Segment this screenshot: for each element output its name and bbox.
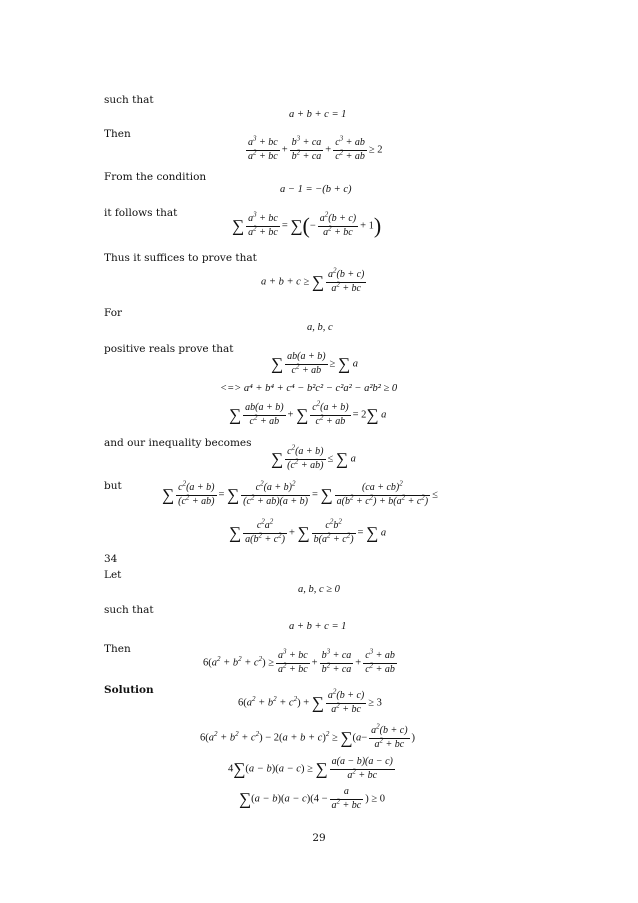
text-for: For bbox=[104, 307, 123, 319]
page-number: 29 bbox=[312, 832, 326, 844]
equation-13: a, b, c ≥ 0 bbox=[298, 584, 340, 595]
text-then-1: Then bbox=[104, 128, 131, 140]
text-solution: Solution bbox=[104, 684, 154, 696]
equation-17: $6(a^2 + b^2 + c^2) - 2(a + b + c)^2 \ge \sum(a-$ $\frac{a^2(b + c)}{a^2 + bc}$ ) bbox=[200, 722, 416, 750]
equation-9: ∑ $\frac{ab(a + b)}{c^2 + ab}$ + ∑ $\frac{c^2(a + b)}{c^2 + ab}$ = 2∑ a bbox=[229, 399, 387, 427]
text-from-condition: From the condition bbox=[104, 171, 207, 183]
equation-8: <=> a⁴ + b⁴ + c⁴ − b²c² − c²a² − a²b² ≥ 0 bbox=[220, 383, 398, 394]
equation-12: ∑ $\frac{c^2a^2}{a(b^2 + c^2)}$ + ∑ $\frac{c^2b^2}{b(a^2 + c^2)}$ = ∑ a bbox=[229, 517, 387, 545]
text-let: Let bbox=[104, 569, 122, 581]
equation-1: a + b + c = 1 bbox=[289, 109, 347, 120]
equation-3: a − 1 = −(b + c) bbox=[280, 184, 352, 195]
equation-10: ∑ $\frac{c^2(a + b)}{(c^2 + ab)}$ ≤ ∑ a bbox=[271, 443, 356, 471]
equation-18: 4∑(a − b)(a − c) ≥ ∑ $\frac{a(a - b)(a - c)}{a^2 + bc}$ bbox=[228, 756, 393, 781]
equation-6: a, b, c bbox=[307, 322, 333, 333]
text-and-our: and our inequality becomes bbox=[104, 437, 252, 449]
equation-14: a + b + c = 1 bbox=[289, 621, 347, 632]
text-it-follows: it follows that bbox=[104, 207, 178, 219]
equation-7: ∑ $\frac{ab(a + b)}{c^2 + ab}$ ≥ ∑ a bbox=[271, 351, 358, 376]
equation-2: $\frac{a^3 + bc}{a^2 + bc}$ + $\frac{b^3 + ca}{b^2 + ca}$ + $\frac{c^3 + ab}{c^2 + ab}$ ≥ 2 bbox=[248, 134, 383, 162]
equation-19: ∑(a − b)(a − c)(4 − $\frac{a}{a^2 + bc}$ ) ≥ 0 bbox=[239, 786, 385, 811]
text-thus: Thus it suffices to prove that bbox=[104, 252, 257, 264]
equation-4: ∑ $\frac{a^3 + bc}{a^2 + bc}$ = ∑(− $\frac{a^2(b + c)}{a^2 + bc}$ + 1) bbox=[232, 210, 382, 238]
equation-16: $6(a^2 + b^2 + c^2)$ + ∑ $\frac{a^2(b + c)}{a^2 + bc}$ ≥ 3 bbox=[238, 687, 382, 715]
equation-11: ∑ $\frac{c^2(a + b)}{(c^2 + ab)}$ = ∑ $\frac{c^2(a + b)^2}{(c^2 + ab)(a + b)}$ = ∑ $\frac{(ca + cb)^2}{a(b^2 + c^2) + b(a^2 + c^2)}$ ≤ bbox=[162, 479, 438, 507]
text-then-2: Then bbox=[104, 643, 131, 655]
text-positive: positive reals prove that bbox=[104, 343, 234, 355]
text-such-that-1: such that bbox=[104, 94, 154, 106]
text-such-that-2: such that bbox=[104, 604, 154, 616]
text-but: but bbox=[104, 480, 122, 492]
text-problem-number: 34 bbox=[104, 553, 118, 565]
equation-5: a + b + c ≥ ∑ $\frac{a^2(b + c)}{a^2 + bc}$ bbox=[261, 266, 365, 294]
equation-15: $6(a^2 + b^2 + c^2)$ ≥ $\frac{a^3 + bc}{a^2 + bc}$ + $\frac{b^3 + ca}{b^2 + ca}$ + $\frac{c^3 + ab}{c^2 + ab}$ bbox=[203, 647, 395, 675]
